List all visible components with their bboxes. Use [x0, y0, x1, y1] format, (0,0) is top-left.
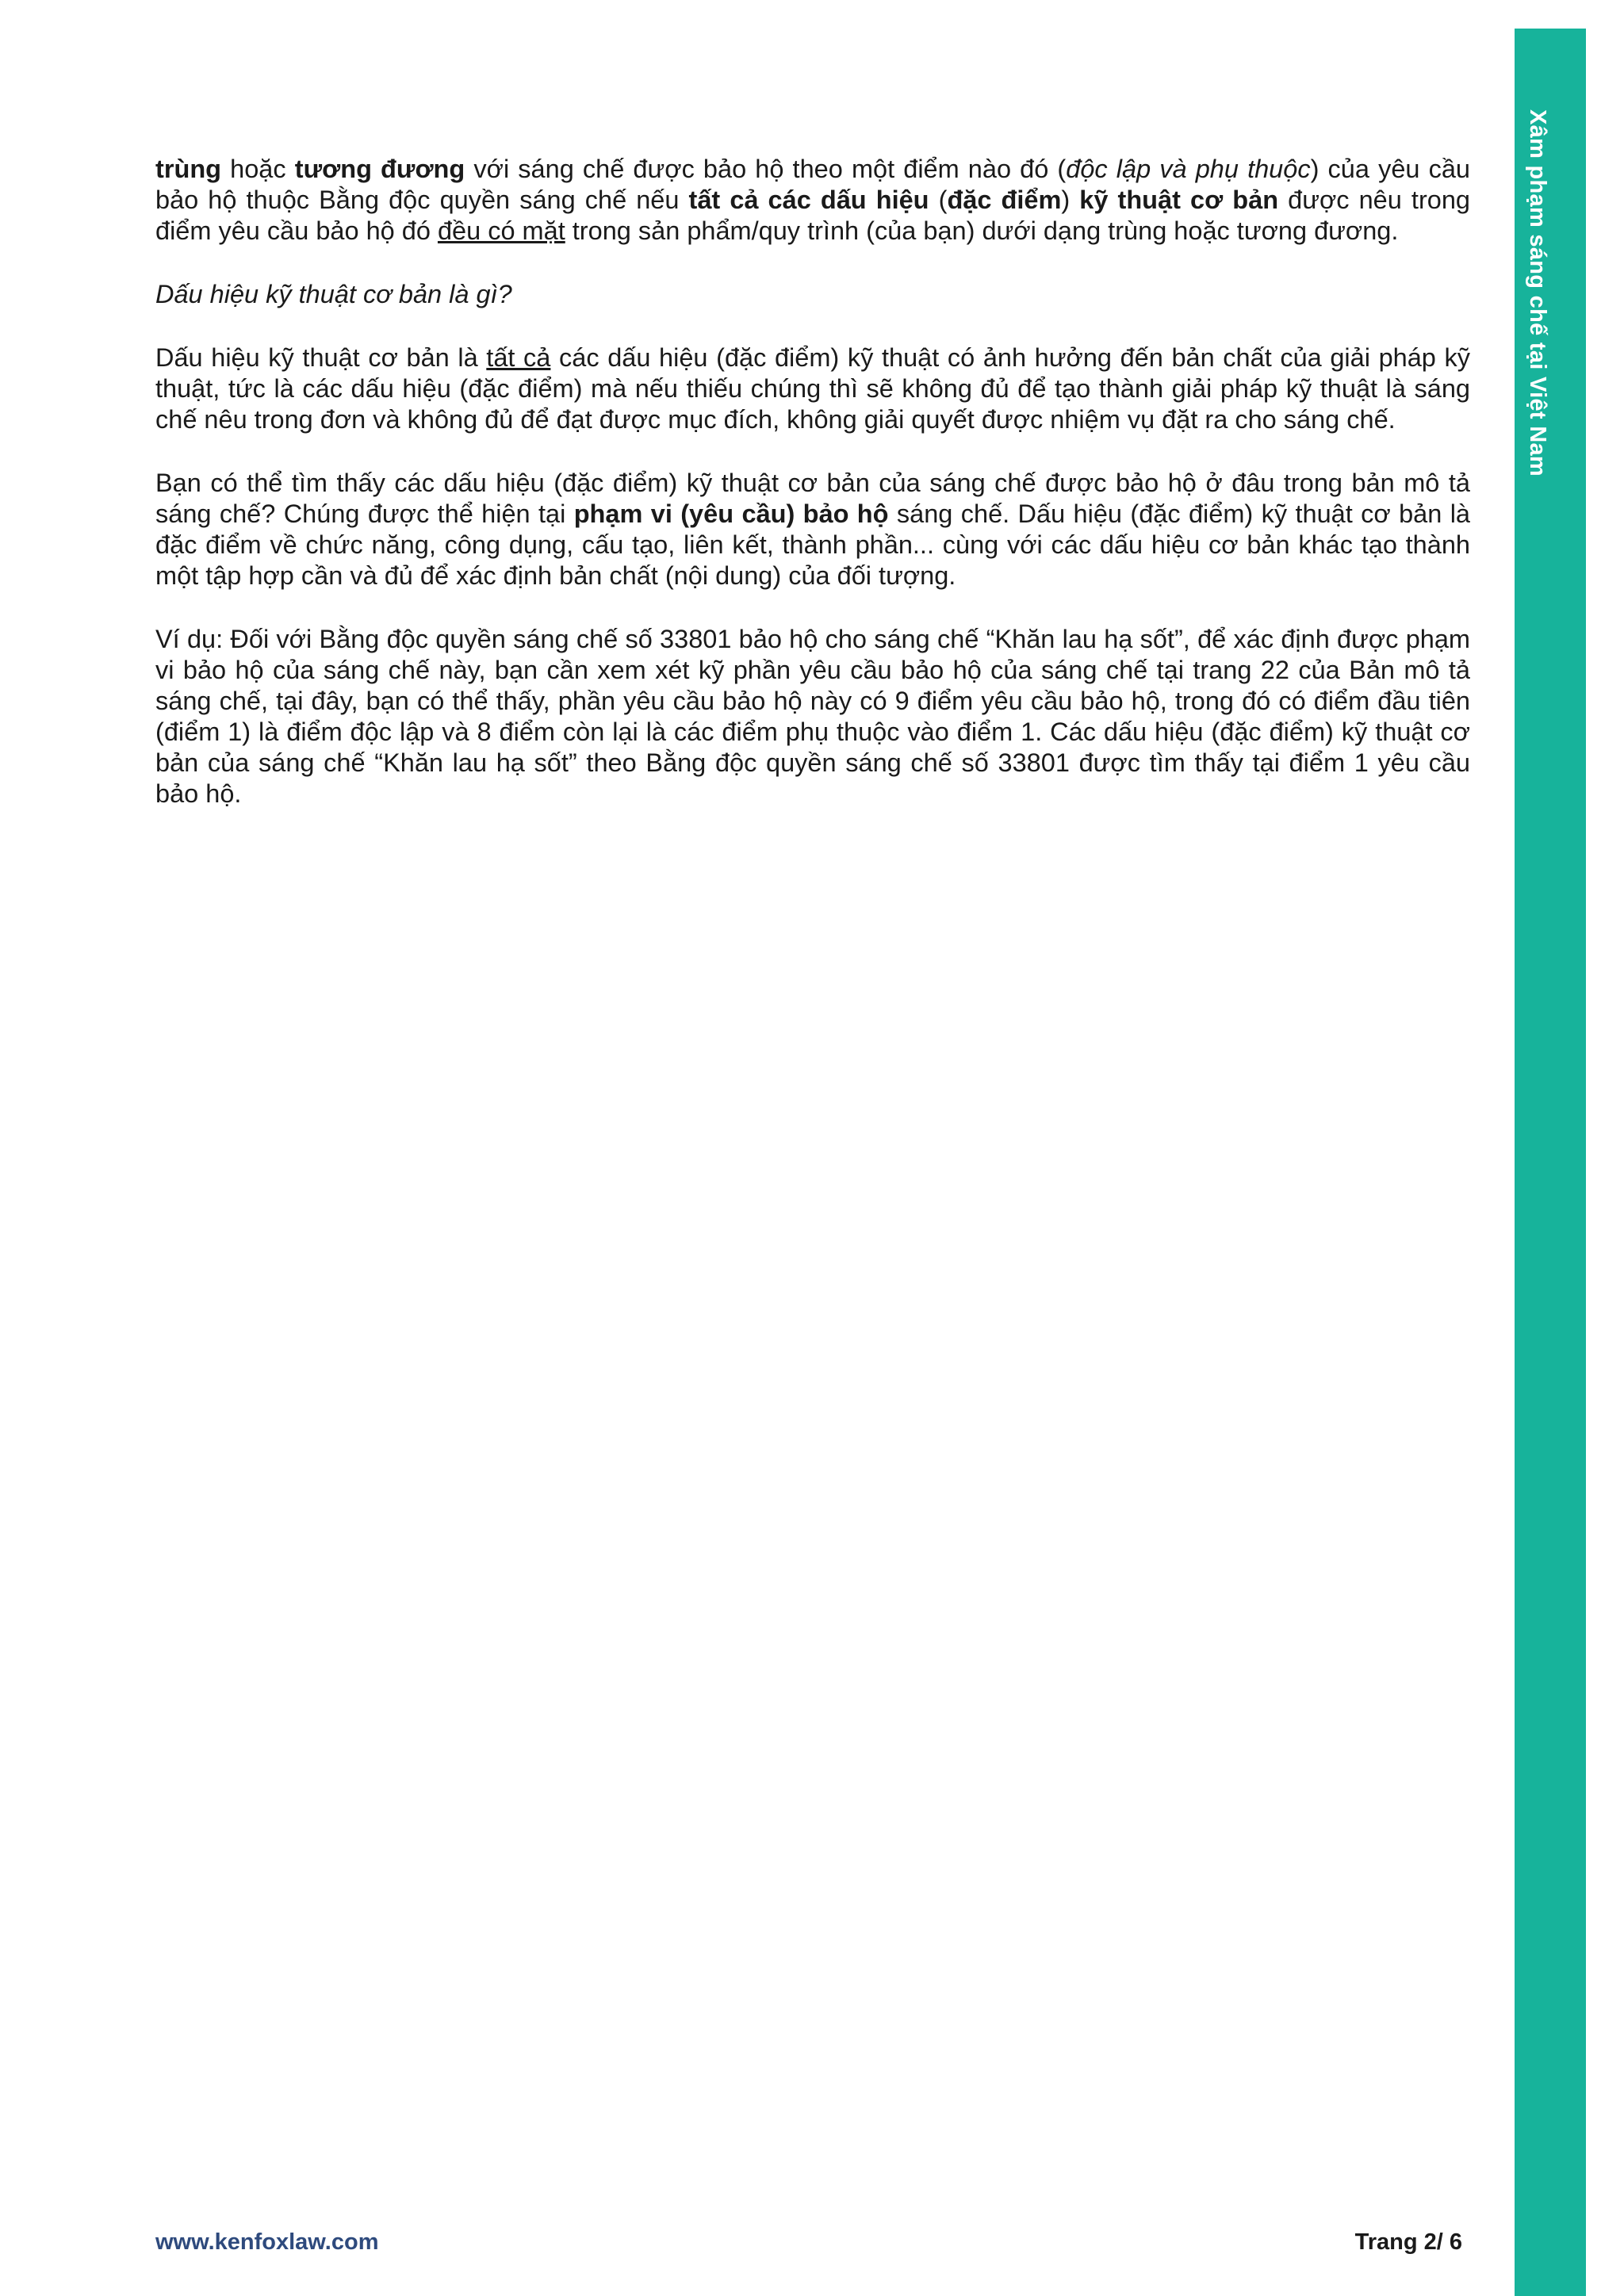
- paragraph-4: [155, 468, 1470, 591]
- text-run: ): [1061, 186, 1080, 214]
- text-run: sáng chế. Dấu hiệu (đặc điểm) kỹ thuật cơ bản là đặc điểm về chức năng, công dụng, cấu tạo, liên kết, thành phần... cùng với các dấu hiệu cơ bản khác tạo thành một tập hợp cần và đủ để xác định bản chất (nội dung) của đối tượng.: [155, 499, 1470, 590]
- footer-website-link[interactable]: www.kenfoxlaw.com: [155, 2229, 379, 2255]
- text-run: phạm vi (yêu cầu) bảo hộ: [573, 499, 889, 528]
- paragraph-example: [155, 624, 1470, 809]
- text-run: Dấu hiệu kỹ thuật cơ bản là: [155, 343, 487, 372]
- paragraph-3: [155, 342, 1470, 435]
- text-run: hoặc: [221, 155, 295, 183]
- text-run: tất cả: [486, 343, 551, 372]
- text-run: được nêu trong điểm yêu cầu bảo hộ đó: [155, 186, 1470, 245]
- text-run: Dấu hiệu kỹ thuật cơ bản là gì?: [155, 280, 512, 308]
- text-run: trùng: [155, 155, 222, 183]
- text-run: tương đương: [294, 155, 465, 183]
- text-run: độc lập và phụ thuộc: [1066, 155, 1311, 183]
- text-run: Bạn có thể tìm thấy các dấu hiệu (đặc điểm) kỹ thuật cơ bản của sáng chế được bảo hộ ở đâu trong bản mô tả sáng chế? Chúng được thể hiện tại: [155, 469, 1470, 528]
- text-run: tất cả các dấu hiệu: [688, 186, 929, 214]
- text-run: Ví dụ: Đối với Bằng độc quyền sáng chế số 33801 bảo hộ cho sáng chế “Khăn lau hạ sốt”, để xác định được phạm vi bảo hộ của sáng chế này, bạn cần xem xét kỹ phần yêu cầu bảo hộ của sáng chế tại trang 22 của Bản mô tả sáng chế, tại đây, bạn có thể thấy, phần yêu cầu bảo hộ này có 9 điểm yêu cầu bảo hộ, trong đó có điểm đầu tiên (điểm 1) là điểm độc lập và 8 điểm còn lại là các điểm phụ thuộc vào điểm 1. Các dấu hiệu (đặc điểm) kỹ thuật cơ bản của sáng chế “Khăn lau hạ sốt” theo Bằng độc quyền sáng chế số 33801 được tìm thấy tại điểm 1 yêu cầu bảo hộ.: [155, 625, 1470, 808]
- text-run: (: [929, 186, 948, 214]
- paragraph-1: [155, 154, 1470, 247]
- text-run: đặc điểm: [947, 186, 1062, 214]
- text-run: ) của yêu cầu bảo hộ thuộc Bằng độc quyền sáng chế nếu: [155, 155, 1470, 214]
- paragraph-question: [155, 279, 1470, 310]
- text-run: kỹ thuật cơ bản: [1079, 186, 1279, 214]
- text-run: các dấu hiệu (đặc điểm) kỹ thuật có ảnh hưởng đến bản chất của giải pháp kỹ thuật, tức là các dấu hiệu (đặc điểm) mà nếu thiếu chúng thì sẽ không đủ để tạo thành giải pháp kỹ thuật là sáng chế nêu trong đơn và không đủ để đạt được mục đích, không giải quyết được nhiệm vụ đặt ra cho sáng chế.: [155, 343, 1470, 434]
- text-run: trong sản phẩm/quy trình (của bạn) dưới dạng trùng hoặc tương đương.: [565, 216, 1399, 245]
- text-run: với sáng chế được bảo hộ theo một điểm nào đó (: [465, 155, 1067, 183]
- text-run: đều có mặt: [437, 216, 565, 245]
- footer-page-number: Trang 2/ 6: [1354, 2229, 1462, 2255]
- document-body: [155, 154, 1470, 842]
- side-title: Xâm phạm sáng chế tại Việt Nam: [1525, 109, 1550, 476]
